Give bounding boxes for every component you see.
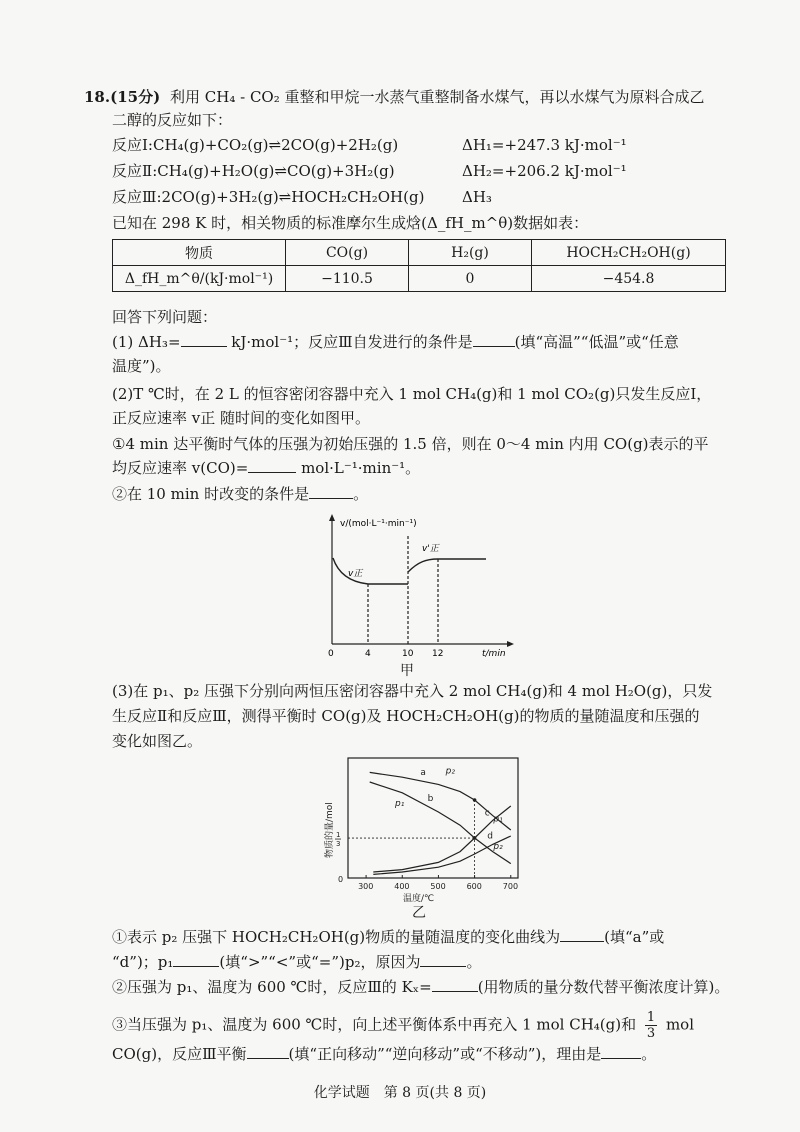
q2-sub2: ②在 10 min 时改变的条件是 。 [112, 485, 369, 503]
x-tick-label: 600 [466, 882, 482, 891]
x-tick: 12 [432, 649, 444, 658]
enthalpy-table [112, 239, 726, 292]
answer-blank[interactable] [173, 966, 219, 967]
figure-yi-chart [318, 750, 528, 910]
y-tick-label: 0 [338, 875, 344, 884]
answer-prompt: 回答下列问题： [112, 308, 218, 326]
y-tick-label: 1 [336, 831, 341, 840]
x-tick: 0 [328, 649, 334, 658]
curve-label-d: d [487, 831, 493, 842]
x-axis-arrow [507, 641, 514, 647]
answer-blank[interactable] [420, 966, 466, 967]
reaction-1: 反应Ⅰ:CH₄(g)+CO₂(g)⇌2CO(g)+2H₂(g) [112, 136, 399, 154]
table-cell: 0 [409, 266, 532, 292]
q2-sub1-line2: 均反应速率 v(CO)= mol·L⁻¹·min⁻¹。 [112, 459, 421, 477]
figure-jia-caption: 甲 [400, 663, 414, 679]
reaction-2: 反应Ⅱ:CH₄(g)+H₂O(g)⇌CO(g)+3H₂(g) [112, 162, 395, 180]
x-tick-label: 500 [430, 882, 446, 891]
pressure-label-p2-a: p₂ [445, 766, 455, 777]
q3-line1: (3)在 p₁、p₂ 压强下分别向两恒压密闭容器中充入 2 mol CH₄(g)和 4 mol H₂O(g)，只发 [112, 682, 713, 700]
curve-label-v-forward-prime: v'正 [422, 544, 439, 554]
y-axis-label: v/(mol·L⁻¹·min⁻¹) [340, 519, 417, 529]
q3-sub1-line1: ①表示 p₂ 压强下 HOCH₂CH₂OH(g)物质的量随温度的变化曲线为 (填“a”或 [112, 928, 665, 946]
table-header-cell: CO(g) [286, 240, 409, 266]
table-row [113, 266, 726, 292]
answer-blank[interactable] [309, 498, 353, 499]
reaction-2-enthalpy: ΔH₂=+206.2 kJ·mol⁻¹ [462, 162, 627, 180]
v-forward-curve-after [408, 559, 486, 572]
q1-line2: 温度”)。 [112, 357, 171, 375]
answer-blank[interactable] [560, 941, 604, 942]
answer-blank[interactable] [473, 346, 515, 347]
x-tick-label: 400 [394, 882, 410, 891]
table-row-label: Δ_fH_m^θ/(kJ·mol⁻¹) [113, 266, 286, 292]
data-point-a-600 [473, 798, 477, 802]
reaction-3: 反应Ⅲ:2CO(g)+3H₂(g)⇌HOCH₂CH₂OH(g) [112, 188, 425, 206]
figure-yi-caption: 乙 [412, 905, 426, 921]
table-header-cell: 物质 [113, 240, 286, 266]
pressure-label-p1-c: p₁ [493, 814, 503, 825]
table-header-cell: HOCH₂CH₂OH(g) [532, 240, 726, 266]
table-cell: −454.8 [532, 266, 726, 292]
fraction-one-third: $\frac{1}{3}$ [646, 1010, 656, 1041]
known-data-intro: 已知在 298 K 时，相关物质的标准摩尔生成焓(Δ_fH_m^θ)数据如表： [112, 214, 589, 232]
q3-sub3-line1: ③当压强为 p₁、温度为 600 ℃时，向上述平衡体系中再充入 1 mol CH₄(g)和 $\frac{1}{3}$ mol [112, 1010, 695, 1041]
answer-blank[interactable] [432, 991, 478, 992]
v-forward-curve-before [333, 558, 408, 584]
x-tick: 10 [402, 649, 414, 658]
table-header-cell: H₂(g) [409, 240, 532, 266]
q2-sub1-line1: ①4 min 达平衡时气体的压强为初始压强的 1.5 倍，则在 0～4 min 内用 CO(g)表示的平 [112, 435, 709, 453]
q3-line2: 生反应Ⅱ和反应Ⅲ，测得平衡时 CO(g)及 HOCH₂CH₂OH(g)的物质的量随温度和压强的 [112, 707, 700, 725]
answer-blank[interactable] [181, 346, 227, 347]
q2-line2: 正反应速率 v正 随时间的变化如图甲。 [112, 409, 371, 427]
q3-sub2: ②压强为 p₁、温度为 600 ℃时，反应Ⅲ的 Kₓ= (用物质的量分数代替平衡浓度计算)。 [112, 978, 730, 996]
q3-line3: 变化如图乙。 [112, 732, 203, 750]
reaction-1-enthalpy: ΔH₁=+247.3 kJ·mol⁻¹ [462, 136, 627, 154]
answer-blank[interactable] [248, 472, 296, 473]
question-number: 18.(15分) [84, 88, 161, 106]
curve-label-a: a [420, 767, 426, 778]
q3-sub1-line2: “d”)；p₁ (填“>”“<”或“=”)p₂，原因为 。 [112, 953, 482, 971]
series-line-d [373, 836, 511, 874]
series-line-a [370, 772, 511, 830]
question-intro-line1: 利用 CH₄ - CO₂ 重整和甲烷一水蒸气重整制备水煤气，再以水煤气为原料合成乙 [170, 88, 705, 106]
q3-sub3-line2: CO(g)，反应Ⅲ平衡 (填“正向移动”“逆向移动”或“不移动”)，理由是 。 [112, 1045, 657, 1063]
y-tick-label: 3 [336, 840, 341, 849]
figure-jia [310, 508, 520, 658]
curve-label-b: b [427, 794, 434, 805]
x-tick-label: 700 [502, 882, 519, 891]
table-header-row [113, 240, 726, 266]
q1-line1: (1) ΔH₃= kJ·mol⁻¹；反应Ⅲ自发进行的条件是 (填“高温”“低温”或“任意 [112, 333, 679, 351]
curve-label-c: c [484, 808, 490, 819]
pressure-label-p1-b: p₁ [395, 799, 405, 809]
curve-label-v-forward: v正 [348, 569, 363, 579]
question-intro-line2: 二醇的反应如下： [112, 111, 233, 129]
page-footer: 化学试题 第 8 页(共 8 页) [313, 1085, 487, 1101]
x-axis-label: t/min [482, 649, 506, 658]
q2-line1: (2)T ℃时，在 2 L 的恒容密闭容器中充入 1 mol CH₄(g)和 1 mol CO₂(g)只发生反应Ⅰ， [112, 385, 712, 403]
pressure-label-p2-d: p₂ [493, 842, 503, 853]
y-axis-label: 物质的量/mol [325, 802, 335, 858]
x-axis-label: 温度/℃ [403, 894, 435, 904]
y-axis-arrow [329, 514, 335, 521]
x-tick: 4 [365, 649, 371, 658]
reaction-3-enthalpy: ΔH₃ [462, 188, 492, 206]
table-cell: −110.5 [286, 266, 409, 292]
answer-blank[interactable] [601, 1058, 641, 1059]
x-tick-label: 300 [358, 882, 374, 891]
answer-blank[interactable] [247, 1058, 289, 1059]
data-point-bc-600 [473, 836, 477, 840]
